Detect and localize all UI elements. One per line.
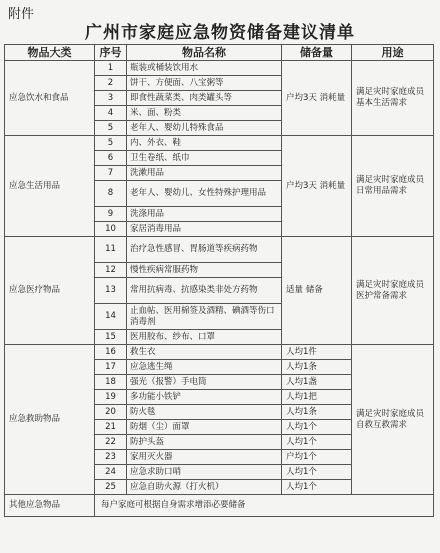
item-name: 米、面、粉类 <box>127 106 282 121</box>
item-name: 防火毯 <box>127 405 282 420</box>
table-row <box>5 136 434 151</box>
table-row <box>5 495 434 517</box>
item-number: 9 <box>95 207 127 222</box>
item-number: 7 <box>95 166 127 181</box>
quantity-cell: 人均1个 <box>282 465 352 480</box>
item-name: 家用灭火器 <box>127 450 282 465</box>
item-number: 21 <box>95 420 127 435</box>
item-name: 慢性疾病常服药物 <box>127 263 282 278</box>
item-number: 14 <box>95 304 127 330</box>
category-cell: 应急饮水和食品 <box>5 61 95 136</box>
quantity-cell: 人均1条 <box>282 405 352 420</box>
purpose-cell: 满足灾时家庭成员基本生活需求 <box>352 61 434 136</box>
header-row <box>5 45 434 61</box>
quantity-cell: 人均1个 <box>282 420 352 435</box>
purpose-cell: 满足灾时家庭成员日常用品需求 <box>352 136 434 237</box>
item-name: 家居消毒用品 <box>127 222 282 237</box>
item-name: 洗漱用品 <box>127 166 282 181</box>
category-cell: 应急医疗物品 <box>5 237 95 345</box>
item-name: 老年人、婴幼儿特殊食品 <box>127 121 282 136</box>
item-number: 5 <box>95 121 127 136</box>
item-number: 13 <box>95 278 127 304</box>
page-title: 广州市家庭应急物资储备建议清单 <box>85 23 355 43</box>
item-number: 10 <box>95 222 127 237</box>
header-category: 物品大类 <box>5 45 95 61</box>
quantity-cell: 户均1个 <box>282 450 352 465</box>
item-number: 8 <box>95 181 127 207</box>
item-number: 15 <box>95 330 127 345</box>
item-name: 老年人、婴幼儿、女性特殊护理用品 <box>127 181 282 207</box>
category-cell: 其他应急物品 <box>5 495 95 517</box>
quantity-cell: 户均3天 消耗量 <box>282 136 352 237</box>
item-name: 防护头盔 <box>127 435 282 450</box>
item-name: 强光（报警）手电筒 <box>127 375 282 390</box>
item-name: 内、外衣、鞋 <box>127 136 282 151</box>
item-number: 17 <box>95 360 127 375</box>
category-cell: 应急救助物品 <box>5 345 95 495</box>
item-number: 18 <box>95 375 127 390</box>
supplies-table <box>4 44 434 517</box>
item-number: 25 <box>95 480 127 495</box>
header-item-name: 物品名称 <box>127 45 282 61</box>
item-number: 20 <box>95 405 127 420</box>
item-number: 22 <box>95 435 127 450</box>
table-row <box>5 345 434 360</box>
item-name: 洗涤用品 <box>127 207 282 222</box>
quantity-cell: 人均1条 <box>282 360 352 375</box>
item-number: 23 <box>95 450 127 465</box>
item-number: 1 <box>95 61 127 76</box>
item-name: 防烟（尘）面罩 <box>127 420 282 435</box>
item-name: 治疗急性感冒、胃肠道等疾病药物 <box>127 237 282 263</box>
item-name: 多功能小铁铲 <box>127 390 282 405</box>
quantity-cell: 适量 储备 <box>282 237 352 345</box>
item-name: 应急求助口哨 <box>127 465 282 480</box>
quantity-cell: 人均1盏 <box>282 375 352 390</box>
item-number: 24 <box>95 465 127 480</box>
item-name: 即食性蔬菜类、肉类罐头等 <box>127 91 282 106</box>
item-number: 16 <box>95 345 127 360</box>
header-quantity: 储备量 <box>282 45 352 61</box>
purpose-cell: 满足灾时家庭成员自救互救需求 <box>352 345 434 495</box>
table-row <box>5 237 434 263</box>
item-number: 3 <box>95 91 127 106</box>
item-name: 应急自助火源（打火机） <box>127 480 282 495</box>
item-number: 11 <box>95 237 127 263</box>
quantity-cell: 人均1把 <box>282 390 352 405</box>
item-name: 救生衣 <box>127 345 282 360</box>
item-number: 19 <box>95 390 127 405</box>
attachment-label: 附件 <box>8 7 35 22</box>
item-number: 6 <box>95 151 127 166</box>
item-name: 卫生卷纸、纸巾 <box>127 151 282 166</box>
purpose-cell: 满足灾时家庭成员医护常备需求 <box>352 237 434 345</box>
header-purpose: 用途 <box>352 45 434 61</box>
item-number: 5 <box>95 136 127 151</box>
item-name: 瓶装或桶装饮用水 <box>127 61 282 76</box>
item-number: 12 <box>95 263 127 278</box>
category-cell: 应急生活用品 <box>5 136 95 237</box>
item-name: 饼干、方便面、八宝粥等 <box>127 76 282 91</box>
item-name: 常用抗病毒、抗感染类非处方药物 <box>127 278 282 304</box>
quantity-cell: 人均1个 <box>282 480 352 495</box>
item-name: 应急逃生绳 <box>127 360 282 375</box>
quantity-cell: 人均1件 <box>282 345 352 360</box>
quantity-cell: 人均1个 <box>282 435 352 450</box>
quantity-cell: 户均3天 消耗量 <box>282 61 352 136</box>
other-note: 每户家庭可根据自身需求增添必要储备 <box>95 495 434 517</box>
item-number: 4 <box>95 106 127 121</box>
item-number: 2 <box>95 76 127 91</box>
header-number: 序号 <box>95 45 127 61</box>
item-name: 止血帖、医用棉签及酒精、碘酒等伤口消毒剂 <box>127 304 282 330</box>
item-name: 医用胶布、纱布、口罩 <box>127 330 282 345</box>
table-row <box>5 61 434 76</box>
